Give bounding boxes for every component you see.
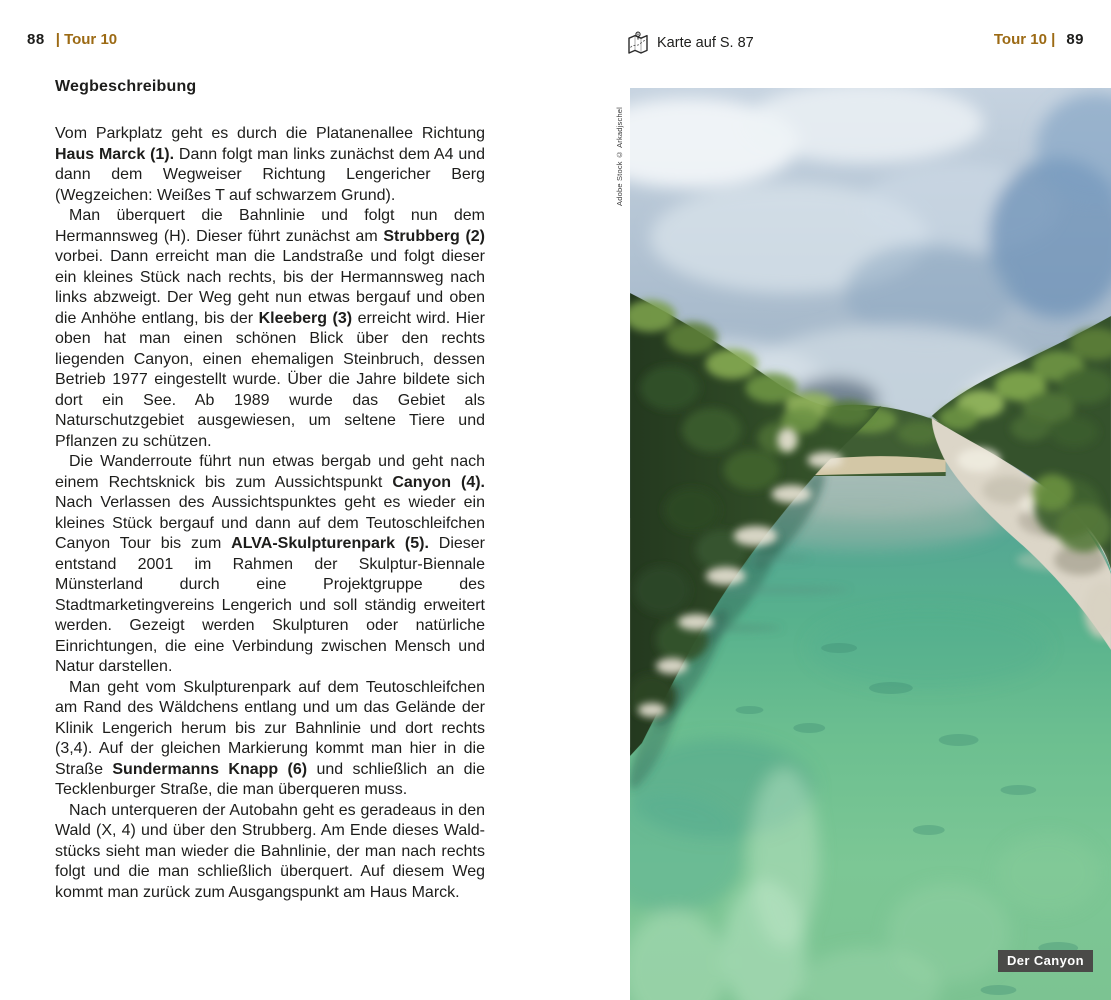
article-heading: Wegbeschreibung (55, 78, 197, 95)
header-right (994, 31, 1084, 48)
page-header (0, 31, 1111, 53)
photo-credit: Adobe Stock © Arkadjschel (615, 106, 624, 206)
article-paragraphs (55, 124, 485, 903)
tour-label-left: | Tour 10 (55, 31, 118, 48)
map-icon (626, 31, 650, 55)
header-left (27, 31, 117, 48)
paragraph: Nach unterqueren der Autobahn geht es geradeaus in den Wald (X, 4) und über den Strubberg. Am Ende dieses Waldstücks sieht man wieder die Bahnlinie, der man nach rechts folgt und die man schließlich überquert. Auf diesem Weg kommt man zurück zum Ausgangspunkt am Haus Marck. (55, 801, 485, 901)
paragraph: Die Wanderroute führt nun etwas bergab und geht nach einem Rechtsknick bis zum Aussichtspunkt Canyon (4). Nach Verlassen des Aussichtspunktes geht es wieder ein kleines Stück bergauf und dann auf dem Teutoschleifchen Canyon Tour bis zum ALVA-Skulpturenpark (5). Dieser entstand 2001 im Rahmen der Skulptur-Biennale Münsterland durch eine Projektgruppe des Stadtmarketingvereins Lengerich und soll ständig erweitert werden. Gezeigt werden Skulpturen oder natürliche Einrichtungen, die eine Verbindung zwischen Mensch und Natur darstellen. (55, 453, 486, 675)
paragraph: Man überquert die Bahnlinie und folgt nun dem Hermannsweg (H). Dieser führt zunächst am Strubberg (2) vorbei. Dann erreicht man die Landstraße und folgt dieser ein kleines Stück nach rechts, bis der Hermannsweg nach links abzweigt. Der Weg geht nun etwas bergauf und oben die Anhöhe entlang, bis der Kleeberg (3) erreicht wird. Hier oben hat man einen schönen Blick über den rechts liegenden Canyon, einen ehemaligen Steinbruch, dessen Betrieb 1977 eingestellt wurde. Über die Jahre bildete sich dort ein See. Ab 1989 wurde das Gebiet als Naturschutzgebiet ausgewiesen, um seltene Tiere und Pflanzen zu schützen. (55, 207, 486, 450)
map-reference: Karte auf S. 87 (657, 35, 754, 51)
canyon-photo-art (630, 88, 1111, 1000)
paragraph: Vom Parkplatz geht es durch die Platanenallee Richtung Haus Marck (1). Dann folgt man links zunächst dem A4 und dann dem Wegweiser Richtung Lengericher Berg (Wegzeichen: Weißes T auf schwarzem Grund). (55, 125, 486, 204)
page-number-left: 88 (27, 31, 45, 48)
photo-caption: Der Canyon (998, 950, 1093, 972)
article (55, 78, 485, 903)
tour-label-right: Tour 10 | (993, 31, 1056, 48)
canyon-photo (630, 88, 1111, 1000)
page-number-right: 89 (1066, 31, 1084, 48)
header-center (626, 31, 754, 55)
paragraph: Man geht vom Skulpturenpark auf dem Teutoschleifchen am Rand des Wäldchens entlang und um das Gelände der Klinik Lengerich herum bis zur Bahnlinie und dort rechts (3,4). Auf der gleichen Markierung kommt man hier in die Straße Sundermanns Knapp (6) und schließlich an die Tecklenburger Straße, die man überqueren muss. (55, 678, 486, 798)
